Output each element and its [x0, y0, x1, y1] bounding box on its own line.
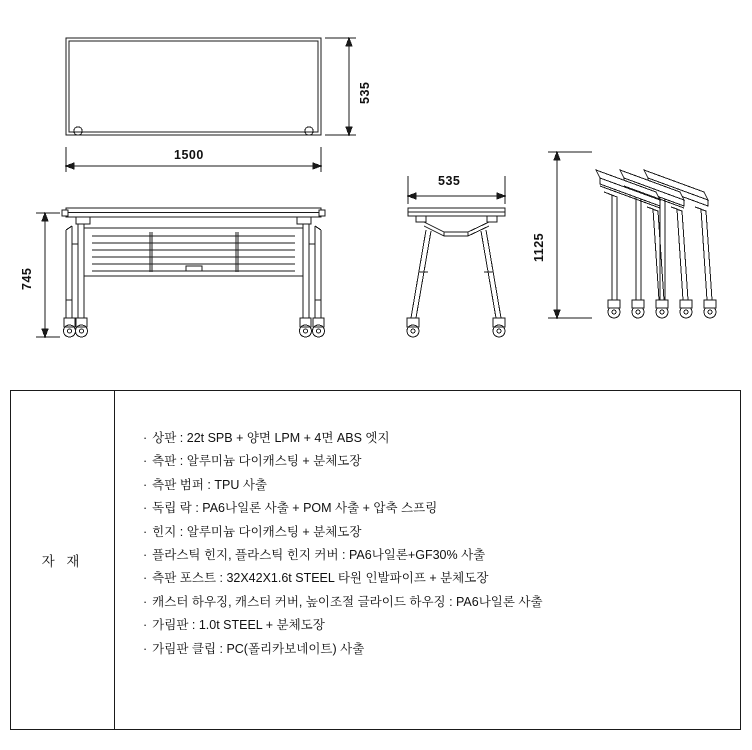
bullet-icon: · — [143, 548, 148, 563]
material-spec-table — [10, 390, 741, 730]
folded-stack-view-group — [548, 152, 716, 318]
list-item — [143, 638, 740, 661]
spec-item-list — [143, 427, 740, 661]
spec-item-text: 가림판 : 1.0t STEEL + 분체도장 — [152, 618, 325, 633]
dimension-side-depth: 535 — [438, 174, 461, 188]
bullet-icon: · — [143, 571, 148, 586]
list-item — [143, 427, 740, 450]
bullet-icon: · — [143, 477, 148, 492]
list-item — [143, 544, 740, 567]
spec-item-text: 측판 범퍼 : TPU 사출 — [152, 477, 267, 492]
spec-table-label: 자 재 — [11, 391, 115, 729]
bullet-icon: · — [143, 594, 148, 609]
front-view-group — [36, 208, 325, 337]
dimension-top-depth: 535 — [358, 81, 372, 104]
spec-item-text: 독립 락 : PA6나일론 사출 + POM 사출 + 압축 스프링 — [152, 501, 438, 516]
spec-item-text: 측판 포스트 : 32X42X1.6t STEEL 타원 인발파이프 + 분체도장 — [152, 571, 489, 586]
bullet-icon: · — [143, 454, 148, 469]
spec-item-text: 상판 : 22t SPB + 양면 LPM + 4면 ABS 엣지 — [152, 431, 390, 445]
list-item — [143, 474, 740, 497]
dimension-top-width: 1500 — [174, 148, 204, 162]
top-view-group — [66, 38, 356, 172]
list-item — [143, 497, 740, 520]
list-item — [143, 614, 740, 637]
spec-table-body — [115, 391, 740, 729]
spec-item-text: 측판 : 알루미늄 다이캐스팅 + 분체도장 — [152, 454, 362, 469]
dimension-stack-height: 1125 — [532, 232, 546, 262]
bullet-icon: · — [143, 431, 148, 445]
bullet-icon: · — [143, 618, 148, 633]
spec-item-text: 가림판 클립 : PC(폴리카보네이트) 사출 — [152, 641, 365, 656]
spec-item-text: 캐스터 하우징, 캐스터 커버, 높이조절 글라이드 하우징 : PA6나일론 사출 — [152, 594, 543, 609]
list-item — [143, 567, 740, 590]
list-item — [143, 521, 740, 544]
list-item — [143, 450, 740, 473]
dimension-front-height: 745 — [20, 267, 34, 290]
bullet-icon: · — [143, 524, 148, 539]
list-item — [143, 591, 740, 614]
bullet-icon: · — [143, 641, 148, 656]
spec-item-text: 플라스틱 힌지, 플라스틱 힌지 커버 : PA6나일론+GF30% 사출 — [152, 548, 486, 563]
side-view-group — [407, 176, 505, 337]
bullet-icon: · — [143, 501, 148, 516]
spec-item-text: 힌지 : 알루미늄 다이캐스팅 + 분체도장 — [152, 524, 362, 539]
